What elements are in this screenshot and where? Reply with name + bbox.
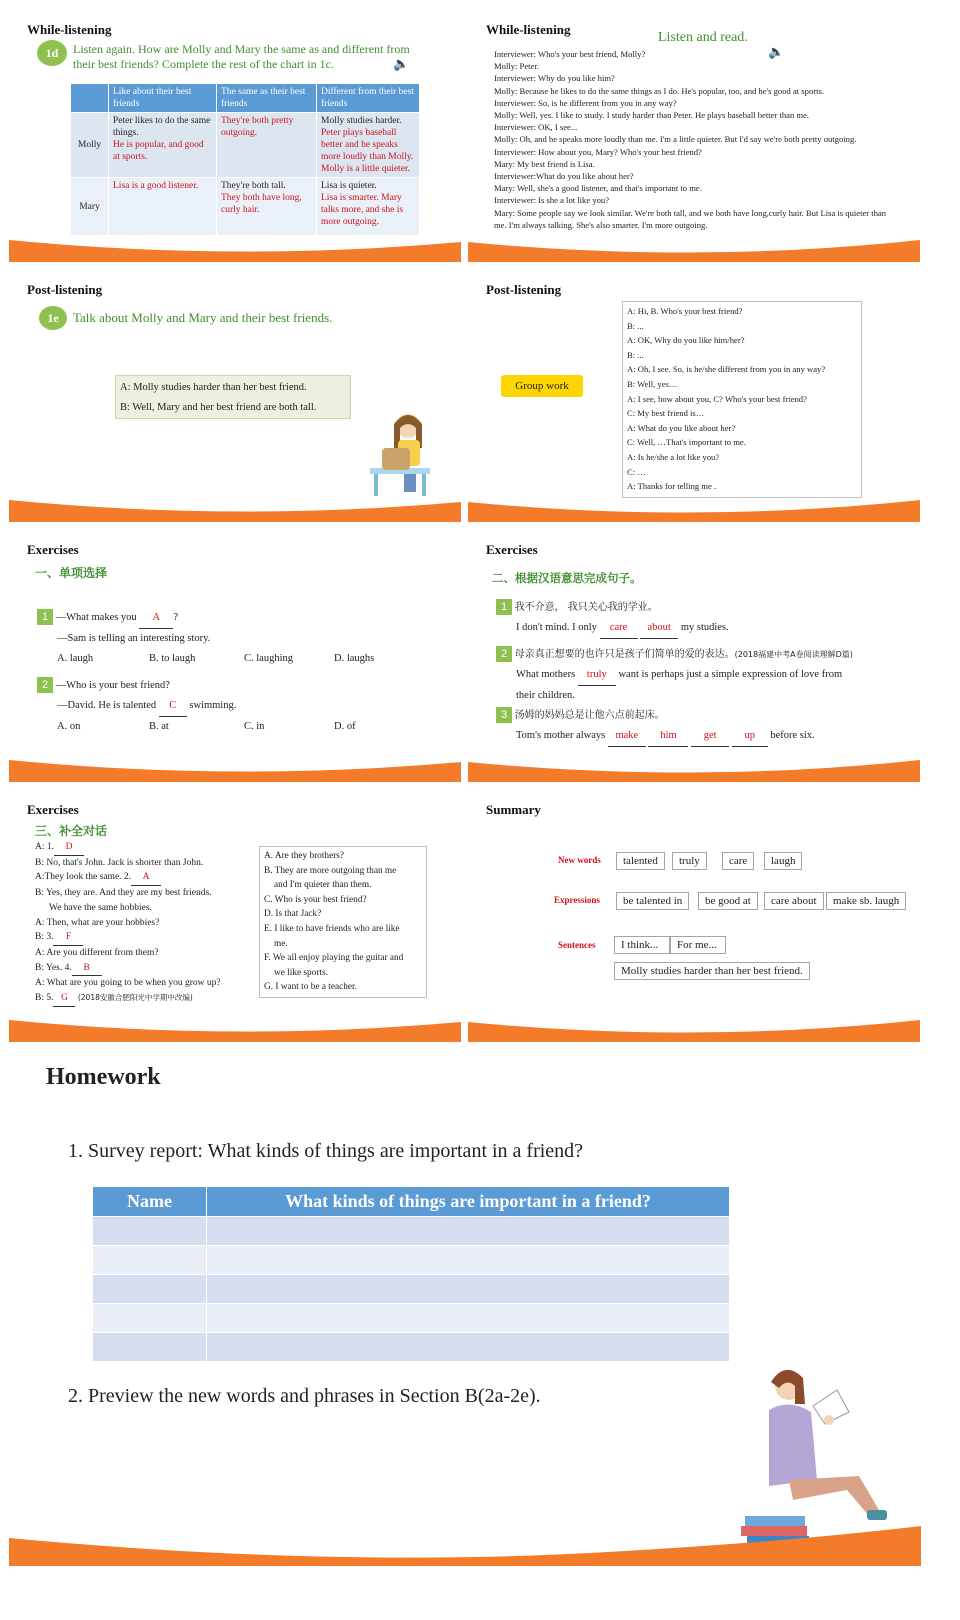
survey-table bbox=[92, 1186, 730, 1362]
option-line: B. They are more outgoing than me bbox=[264, 865, 397, 876]
transcript-line: Mary: Well, she's a good listener, and that's important to me. bbox=[494, 183, 702, 194]
sentence-text: my studies. bbox=[680, 622, 729, 633]
dialogue-line: A: Hi, B. Who's your best friend? bbox=[627, 306, 743, 316]
option: C. laughing bbox=[244, 653, 293, 664]
option: D. laughs bbox=[334, 653, 375, 664]
column-header-question: What kinds of things are important in a friend? bbox=[207, 1187, 730, 1217]
new-words-label: New words bbox=[558, 855, 601, 865]
question-text: —David. He is talented bbox=[57, 700, 157, 711]
word-chip: truly bbox=[672, 852, 707, 870]
cell bbox=[109, 178, 217, 236]
transcript-line: Mary: Some people say we look similar. We're both tall, and we both have long,curly hair. But Lisa is quieter than me. I'm always talking. She's also smarter. I'm more outgoing. bbox=[494, 207, 887, 230]
cell-answer: Peter plays baseball better and he speaks more loudly than Molly. Molly is a little quieter. bbox=[321, 128, 414, 174]
transcript-line: Interviewer: Is she a lot like you? bbox=[494, 195, 610, 206]
dialogue-line: A: Are you different from them? bbox=[35, 947, 159, 958]
example-box bbox=[115, 375, 351, 419]
slide-homework bbox=[9, 1052, 921, 1566]
transcript-line: Interviewer: OK, I see... bbox=[494, 122, 578, 133]
cell-text: Molly studies harder. bbox=[321, 116, 402, 126]
cell bbox=[109, 113, 217, 178]
row-name: Mary bbox=[71, 178, 109, 236]
orange-wave bbox=[468, 496, 920, 522]
option: D. of bbox=[334, 721, 356, 732]
slide-title: Exercises bbox=[486, 542, 538, 557]
answer-blank: get bbox=[691, 726, 729, 747]
dialogue bbox=[35, 840, 265, 1007]
sentence-text: want is perhaps just a simple expression of love from bbox=[618, 669, 843, 680]
sentence-chip: I think... bbox=[614, 936, 670, 954]
instruction: Talk about Molly and Mary and their best friends. bbox=[73, 310, 333, 325]
cell-answer: He is popular, and good at sports. bbox=[113, 140, 204, 162]
cell bbox=[217, 178, 317, 236]
answer-blank: F bbox=[53, 930, 83, 946]
homework-title: Homework bbox=[46, 1064, 161, 1090]
question-reply: —Sam is telling an interesting story. bbox=[57, 633, 211, 644]
slide-summary bbox=[468, 788, 920, 1042]
table-cell[interactable] bbox=[93, 1217, 207, 1246]
option-line: we like sports. bbox=[274, 967, 328, 978]
options-row bbox=[37, 649, 437, 669]
sentence-text: What mothers bbox=[516, 669, 576, 680]
section-heading: 三、补全对话 bbox=[35, 824, 108, 838]
expression-chip: be good at bbox=[698, 892, 758, 910]
speaker-icon[interactable]: 🔈 bbox=[768, 44, 785, 59]
speaker-icon[interactable]: 🔈 bbox=[393, 56, 410, 71]
row-name: Molly bbox=[71, 113, 109, 178]
cell-text: They're both tall. bbox=[221, 181, 286, 191]
slide-title: Exercises bbox=[27, 542, 79, 557]
dialogue-line: A: I see, how about you, C? Who's your best friend? bbox=[627, 393, 807, 404]
expressions-label: Expressions bbox=[554, 895, 600, 905]
dialogue-line: A: Thanks for telling me . bbox=[627, 481, 717, 492]
option: B. to laugh bbox=[149, 653, 196, 664]
table-row bbox=[93, 1246, 730, 1275]
sentence-text: their children. bbox=[516, 690, 575, 701]
transcript-line: Interviewer: Why do you like him? bbox=[494, 73, 615, 84]
source-note: (2018福建中考A卷阅读理解D篇) bbox=[734, 650, 853, 659]
question-number: 3 bbox=[496, 707, 512, 723]
dialogue-line: B: 3. F bbox=[35, 930, 265, 946]
header-cell: Different from their best friends bbox=[317, 84, 420, 113]
example-line-b: B: Well, Mary and her best friend are both tall. bbox=[120, 402, 317, 413]
option-line: D. Is that Jack? bbox=[264, 909, 322, 920]
chart-table bbox=[70, 83, 420, 236]
slide-title: While-listening bbox=[27, 22, 112, 37]
cell bbox=[317, 178, 420, 236]
question-number: 2 bbox=[37, 677, 53, 693]
header-cell: Like about their best friends bbox=[109, 84, 217, 113]
expression-chip: make sb. laugh bbox=[826, 892, 906, 910]
dialogue-line: B: Yes, they are. And they are my best friends. bbox=[35, 888, 212, 899]
chinese-prompt: 我不介意， 我只关心我的学业。 bbox=[514, 602, 658, 613]
sentence-text: before six. bbox=[770, 730, 815, 741]
answer-blank: C bbox=[159, 696, 187, 717]
transcript-line: Molly: Well, yes. I like to study. I study harder than Peter. He plays baseball better than me. bbox=[494, 110, 810, 121]
slide-listen-read bbox=[468, 8, 920, 262]
question-text: ? bbox=[173, 612, 178, 623]
word-chip: laugh bbox=[764, 852, 802, 870]
question-number: 1 bbox=[37, 609, 53, 625]
table-cell[interactable] bbox=[207, 1275, 730, 1304]
transcript-line: Molly: Peter. bbox=[494, 61, 539, 72]
badge-1e: 1e bbox=[39, 306, 67, 330]
option-line: me. bbox=[274, 938, 288, 949]
dialogue-box bbox=[622, 301, 862, 498]
slide-title: Exercises bbox=[27, 802, 79, 817]
dialogue-line: B: No, that's John. Jack is shorter than John. bbox=[35, 857, 204, 868]
table-row bbox=[93, 1333, 730, 1362]
instruction: Listen again. How are Molly and Mary the same as and different from their best friends? Complete the rest of the chart in 1c. bbox=[73, 42, 410, 71]
question-text: —Who is your best friend? bbox=[55, 680, 170, 691]
orange-wave bbox=[9, 1016, 461, 1042]
cell-text: Lisa is quieter. bbox=[321, 181, 377, 191]
slide-title: While-listening bbox=[486, 22, 571, 37]
cell-text: Peter likes to do the same things. bbox=[113, 116, 211, 138]
answer-blank: A bbox=[139, 608, 173, 629]
table-cell[interactable] bbox=[207, 1304, 730, 1333]
dialogue-line: A: What do you like about her? bbox=[627, 422, 736, 433]
table-row bbox=[93, 1304, 730, 1333]
sentences-label: Sentences bbox=[558, 940, 596, 950]
chinese-prompt: 母亲真正想要的也许只是孩子们简单的爱的表达。 bbox=[514, 649, 735, 660]
header-cell: The same as their best friends bbox=[217, 84, 317, 113]
section-heading: 一、单项选择 bbox=[35, 566, 108, 580]
option-line: A. Are they brothers? bbox=[264, 851, 345, 861]
table-cell[interactable] bbox=[93, 1246, 207, 1275]
dialogue-line: A: OK, Why do you like him/her? bbox=[627, 335, 745, 346]
header-cell bbox=[71, 84, 109, 113]
cell bbox=[317, 113, 420, 178]
slide-1d-chart bbox=[9, 8, 461, 262]
answer-blank: A bbox=[131, 870, 161, 886]
transcript-line: Molly: Because he likes to do the same things as I do. He's popular, too, and he's good at sports. bbox=[494, 85, 824, 96]
sentence-text: I don't mind. I only bbox=[516, 622, 597, 633]
option-line: F. We all enjoy playing the guitar and bbox=[264, 953, 404, 964]
table-cell[interactable] bbox=[207, 1246, 730, 1275]
slide-exercises-choice bbox=[9, 528, 461, 782]
orange-wave bbox=[468, 1016, 920, 1042]
section-heading: 二、根据汉语意思完成句子。 bbox=[492, 571, 642, 585]
table-cell[interactable] bbox=[207, 1217, 730, 1246]
dialogue-line: A: Then, what are your hobbies? bbox=[35, 917, 160, 928]
dialogue-line: A: Is he/she a lot like you? bbox=[627, 451, 720, 462]
dialogue-line: C: My best friend is… bbox=[627, 408, 705, 419]
slide-title: Summary bbox=[486, 802, 541, 817]
girl-at-desk-illustration bbox=[364, 408, 444, 498]
transcript-line: Interviewer: So, is he different from you in any way? bbox=[494, 97, 677, 108]
answer-blank: up bbox=[732, 726, 768, 747]
cell-answer: Lisa is a good listener. bbox=[113, 181, 199, 191]
transcript bbox=[494, 48, 894, 231]
transcript-line: Interviewer:What do you like about her? bbox=[494, 171, 634, 182]
option: B. at bbox=[149, 721, 169, 732]
slide-1e bbox=[9, 268, 461, 522]
cell-answer: Lisa is smarter. Mary talks more, and she is more outgoing. bbox=[321, 193, 404, 227]
dialogue-line: We have the same hobbies. bbox=[49, 902, 152, 913]
table-cell[interactable] bbox=[207, 1333, 730, 1362]
question-number: 1 bbox=[496, 599, 512, 615]
slide-exercises-translate bbox=[468, 528, 920, 782]
transcript-line: Interviewer: Who's your best friend, Molly? bbox=[494, 49, 646, 59]
dialogue-line: B: Yes. 4. B bbox=[35, 961, 265, 977]
source-note: (2018安徽合肥阳光中学期中改编) bbox=[77, 993, 193, 1003]
dialogue-line: B: Well, yes… bbox=[627, 378, 678, 389]
dialogue-line: A: What are you going to be when you grow up? bbox=[35, 978, 221, 989]
example-line-a: A: Molly studies harder than her best friend. bbox=[120, 382, 307, 393]
question-text: —What makes you bbox=[55, 612, 137, 623]
option-line: C. Who is your best friend? bbox=[264, 894, 367, 905]
word-chip: talented bbox=[616, 852, 665, 870]
slide-title: Post-listening bbox=[486, 282, 562, 297]
chinese-prompt: 汤姆的妈妈总是让他六点前起床。 bbox=[514, 710, 665, 721]
option: C. in bbox=[244, 721, 265, 732]
answer-blank: care bbox=[600, 618, 638, 639]
option: A. on bbox=[57, 721, 81, 732]
transcript-line: Molly: Oh, and he speaks more loudly than me. I'm a little quieter. But I'd say we're both pretty outgoing. bbox=[494, 134, 857, 145]
cell bbox=[217, 113, 317, 178]
expression-chip: be talented in bbox=[616, 892, 689, 910]
answer-blank: D bbox=[54, 840, 84, 856]
question-text: swimming. bbox=[189, 700, 237, 711]
dialogue-line: A: Oh, I see. So, is he/she different from you in any way? bbox=[627, 364, 826, 375]
dialogue-line: B: ... bbox=[627, 349, 644, 360]
answer-blank: G bbox=[53, 991, 75, 1007]
orange-wave bbox=[468, 236, 920, 262]
dialogue-line: C: … bbox=[627, 466, 646, 477]
sentence-text: Tom's mother always bbox=[516, 730, 606, 741]
orange-wave bbox=[9, 236, 461, 262]
table-cell[interactable] bbox=[93, 1275, 207, 1304]
table-row bbox=[93, 1217, 730, 1246]
sentence-chip: For me... bbox=[670, 936, 726, 954]
slide-exercises-dialogue bbox=[9, 788, 461, 1042]
option-line: and I'm quieter than them. bbox=[274, 880, 372, 891]
slide-title: Post-listening bbox=[27, 282, 103, 297]
answer-blank: truly bbox=[578, 665, 616, 686]
dialogue-line: C: Well, …That's important to me. bbox=[627, 437, 746, 448]
orange-wave bbox=[9, 1526, 921, 1566]
table-cell[interactable] bbox=[93, 1333, 207, 1362]
option-line: E. I like to have friends who are like bbox=[264, 923, 400, 934]
transcript-line: Interviewer: How about you, Mary? Who's your best friend? bbox=[494, 146, 702, 157]
badge-1d: 1d bbox=[37, 40, 67, 66]
answer-blank: B bbox=[72, 961, 102, 977]
column-header-name: Name bbox=[93, 1187, 207, 1217]
homework-item-1: 1. Survey report: What kinds of things are important in a friend? bbox=[68, 1140, 584, 1162]
answer-blank: make bbox=[608, 726, 646, 747]
options-box bbox=[259, 846, 427, 998]
slide-group-work bbox=[468, 268, 920, 522]
dialogue-line: B: ... bbox=[627, 320, 644, 331]
listen-heading: Listen and read. bbox=[658, 30, 748, 45]
options-row bbox=[37, 717, 437, 737]
cell-answer: They both have long, curly hair. bbox=[221, 193, 302, 215]
dialogue-line: B: 5. G (2018安徽合肥阳光中学期中改编) bbox=[35, 991, 265, 1007]
sentence-chip: Molly studies harder than her best friend. bbox=[614, 962, 810, 980]
option-line: G. I want to be a teacher. bbox=[264, 982, 357, 993]
word-chip: care bbox=[722, 852, 754, 870]
translate-questions bbox=[496, 598, 906, 747]
dialogue-line: A:They look the same. 2. A bbox=[35, 870, 265, 886]
homework-item-2: 2. Preview the new words and phrases in Section B(2a-2e). bbox=[68, 1385, 541, 1407]
answer-blank: about bbox=[640, 618, 678, 639]
cell-answer: They're both pretty outgoing. bbox=[221, 116, 294, 138]
orange-wave bbox=[468, 756, 920, 782]
expression-chip: care about bbox=[764, 892, 824, 910]
orange-wave bbox=[9, 756, 461, 782]
table-row bbox=[93, 1275, 730, 1304]
answer-blank: him bbox=[648, 726, 688, 747]
orange-wave bbox=[9, 496, 461, 522]
question-number: 2 bbox=[496, 646, 512, 662]
option: A. laugh bbox=[57, 653, 94, 664]
question-2 bbox=[37, 676, 437, 737]
question-1 bbox=[37, 608, 437, 669]
table-cell[interactable] bbox=[93, 1304, 207, 1333]
dialogue-line: A: 1. D bbox=[35, 840, 265, 856]
transcript-line: Mary: My best friend is Lisa. bbox=[494, 158, 595, 169]
group-work-button[interactable]: Group work bbox=[501, 375, 583, 397]
